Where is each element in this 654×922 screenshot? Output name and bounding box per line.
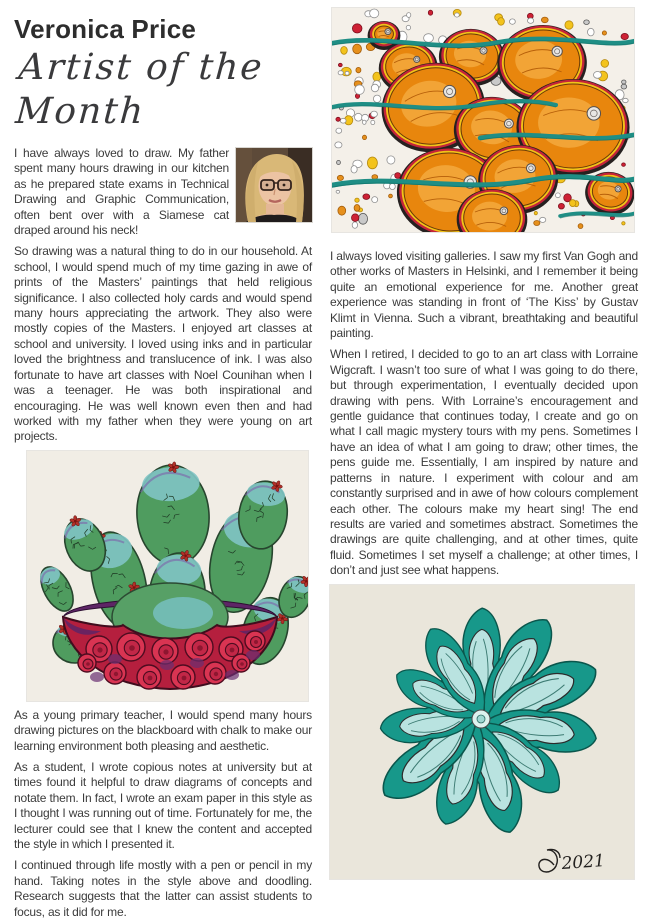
drawing-household-paragraph: So drawing was a natural thing to do in our household. At school, I would spend much of my time gazing in awe of prints of the Masters’ paintings that held religious significance. I also collected holy cards and would spend many hours appreciating the artwork. They also were mostly copies of the Masters. I enjoyed art classes at school and university. I loved using inks and in particular loved the brightness and translucence of ink. I was also fortunate to have art classes with Noel Counihan when I was a teenager. He was both inspirational and encouraging. He was well known even then and had worked with my father when they were young on art projects. — [14, 244, 312, 444]
retirement-art-class-paragraph: When I retired, I decided to go to an art class with Lorraine Wigcraft. I wasn’t too sure of what I was going to do there, but through experimentation, I eventually decided upon drawing with pens. With Lorraine’s encouragement and gentle guidance that continues today, I create and go on what I call magic mystery tours with my pens. Sometimes I have an idea of what I am going to draw; other times, the pens guide me. Essentially, I am inspired by nature and patterns in nature. I experiment with colour and am constantly surprised and in awe of how colours complement each other. The colours make my heart sing! The end results are varied and sometimes abstract. Sometimes the drawings are quite challenging, and at other times, quite fluid. Sometimes I set myself a challenge; at other times, I don’t and just see what happens. — [330, 347, 638, 578]
cactus-drawing-image — [27, 451, 308, 701]
page-title: Veronica Price — [14, 14, 197, 44]
primary-teacher-paragraph: As a young primary teacher, I would spend many hours drawing pictures on the blackboard with chalk to make our learning environment both pleasing and aesthetic. — [14, 707, 312, 753]
left-column — [14, 6, 312, 922]
teal-flower-image — [330, 585, 634, 879]
artwork-teal-flower — [330, 585, 634, 879]
galleries-paragraph: I always loved visiting galleries. I saw my first Van Gogh and other works of Masters in Helsinki, and I remember it being quite an emotional experience for me. Another great experience was standing in front of ‘The Kiss’ by Gustav Klimt in Vienna. Such a vibrant, breathtaking and beautiful painting. — [330, 249, 638, 341]
abstract-circles-image — [332, 8, 634, 232]
artist-signature: 2021 — [560, 850, 606, 874]
right-column — [330, 6, 638, 922]
artwork-orange-circles — [332, 8, 634, 232]
intro-paragraph — [14, 146, 312, 238]
pen-pencil-paragraph: I continued through life mostly with a pen or pencil in my hand. Taking notes in the style above and doodling. Research suggests that the latter can assist students to focus, as it did for me. — [14, 858, 312, 919]
portrait-photo — [236, 148, 312, 222]
artwork-cactus-pot — [27, 451, 308, 701]
student-notes-paragraph: As a student, I wrote copious notes at university but at times found it helpful to draw diagrams of concepts and notate them. In fact, I wrote an exam paper in this style as I thought I was running out of time. Fortunately for me, the lecturer could see that I knew the content and accepted the style in which I presented it. — [14, 759, 312, 851]
artist-of-the-month-heading: Artist of the Month — [14, 47, 266, 132]
intro-paragraph-text: I have always loved to draw. My father spent many hours drawing in our kitchen as he prepared state exams in Technical Drawing and Graphic Communication, often bent over with a Siamese cat draped around his neck! — [14, 146, 229, 238]
veronica-portrait-image — [236, 148, 312, 222]
